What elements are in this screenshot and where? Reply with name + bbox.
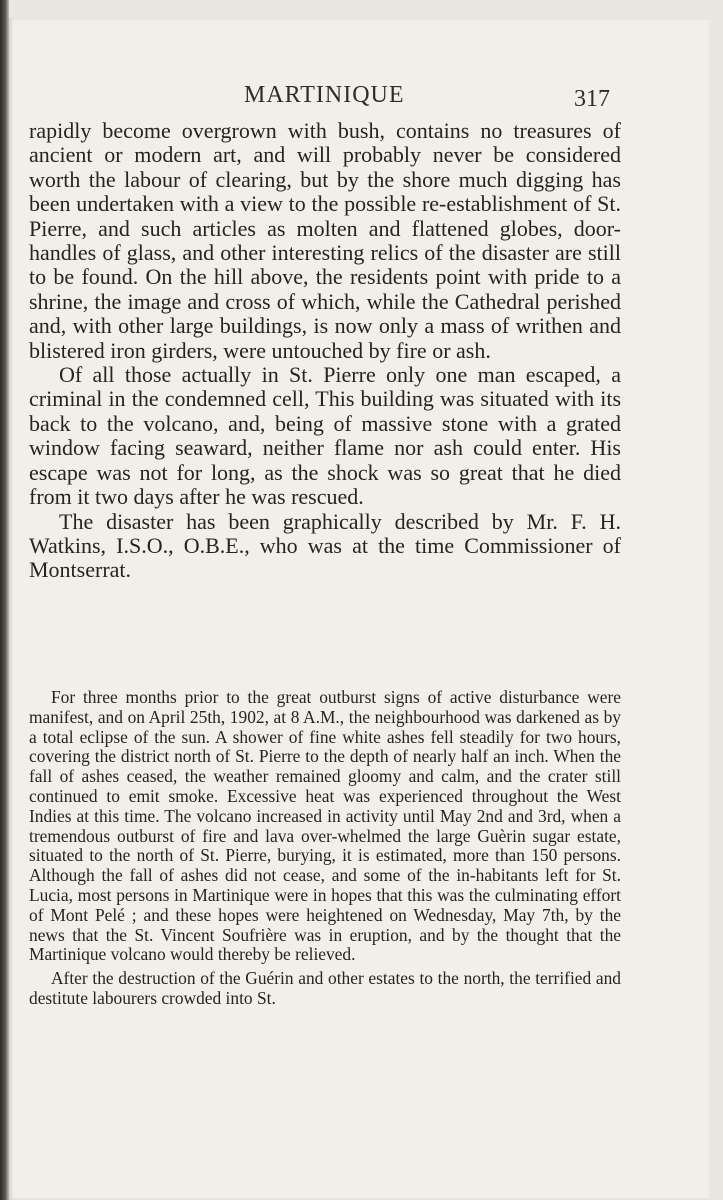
main-text	[29, 119, 621, 583]
book-spine-edge	[0, 0, 9, 1200]
page-header	[0, 78, 723, 118]
paragraph: The disaster has been graphically described by Mr. F. H. Watkins, I.S.O., O.B.E., who was at the time Commissioner of Montserrat.	[29, 508, 621, 583]
block-quote	[29, 688, 621, 1009]
paragraph: rapidly become overgrown with bush, contains no treasures of ancient or modern art, and will probably never be considered worth the labour of clearing, but by the shore much digging has been undertaken with a view to the possible re-establishment of St. Pierre, and such articles as molten and flattened globes, door-handles of glass, and other interesting relics of the disaster are still to be found. On the hill above, the residents point with pride to a shrine, the image and cross of which, while the Cathedral perished and, with other large buildings, is now only a mass of writhen and blistered iron girders, were untouched by fire or ash.	[29, 118, 621, 363]
page-number: 317	[574, 86, 610, 112]
quote-paragraph: After the destruction of the Guérin and other estates to the north, the terrified and destitute labourers crowded into St.	[29, 968, 621, 1008]
quote-paragraph: For three months prior to the great outburst signs of active disturbance were manifest, and on April 25th, 1902, at 8 A.M., the neighbourhood was darkened as by a total eclipse of the sun. A shower of fine white ashes fell steadily for two hours, covering the district north of St. Pierre to the depth of nearly half an inch. When the fall of ashes ceased, the weather remained gloomy and calm, and the crater still continued to emit smoke. Excessive heat was experienced throughout the West Indies at this time. The volcano increased in activity until May 2nd and 3rd, when a tremendous outburst of fire and lava over-whelmed the large Guèrin sugar estate, situated to the north of St. Pierre, burying, it is estimated, more than 150 persons. Although the fall of ashes did not cease, and some of the in-habitants left for St. Lucia, most persons in Martinique were in hopes that this was the culminating effort of Mont Pelé ; and these hopes were heightened on Wednesday, May 7th, by the news that the St. Vincent Soufrière was in eruption, and by the thought that the Martinique volcano would thereby be relieved.	[29, 687, 621, 965]
running-head: MARTINIQUE	[244, 82, 405, 108]
paragraph: Of all those actually in St. Pierre only one man escaped, a criminal in the condemned cell, This building was situated with its back to the volcano, and, being of massive stone with a grated window facing seaward, neither flame nor ash could enter. His escape was not for long, as the shock was so great that he died from it two days after he was rescued.	[29, 362, 621, 510]
